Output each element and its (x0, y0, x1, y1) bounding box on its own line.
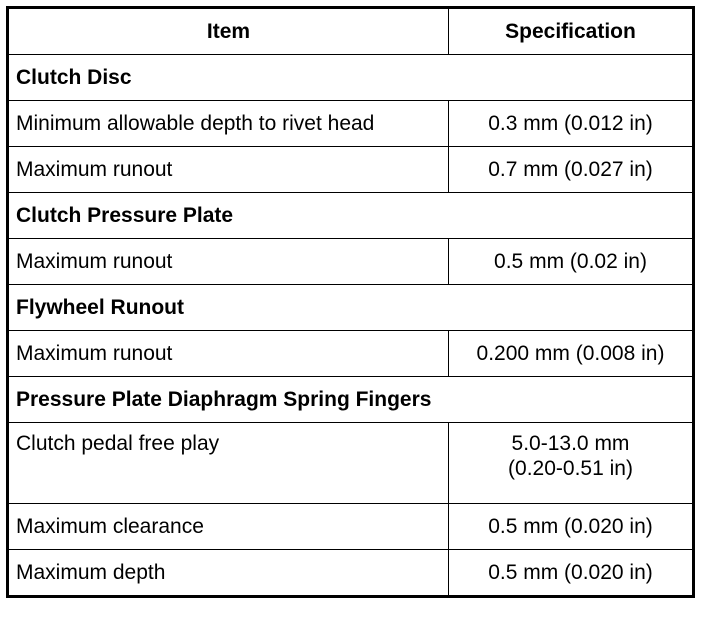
header-specification: Specification (449, 8, 694, 55)
table-row (8, 147, 694, 193)
header-item: Item (8, 8, 449, 55)
table-header-row (8, 8, 694, 55)
row-item: Maximum depth (8, 550, 449, 597)
table-row (8, 239, 694, 285)
section-flywheel-runout (8, 285, 694, 331)
spec-line-1: 5.0-13.0 mm (511, 432, 630, 455)
section-title: Flywheel Runout (8, 285, 694, 331)
table-row (8, 101, 694, 147)
row-spec: 0.5 mm (0.020 in) (449, 550, 694, 597)
row-item: Maximum runout (8, 147, 449, 193)
row-spec: 0.7 mm (0.027 in) (449, 147, 694, 193)
row-item: Clutch pedal free play (8, 423, 449, 504)
row-item: Maximum runout (8, 331, 449, 377)
section-clutch-disc (8, 55, 694, 101)
specification-table (6, 6, 695, 598)
section-clutch-pressure-plate (8, 193, 694, 239)
table-row (8, 550, 694, 597)
row-spec: 0.5 mm (0.020 in) (449, 504, 694, 550)
section-diaphragm-spring-fingers (8, 377, 694, 423)
section-title: Clutch Disc (8, 55, 694, 101)
row-spec: 0.5 mm (0.02 in) (449, 239, 694, 285)
table-row (8, 331, 694, 377)
table-row (8, 504, 694, 550)
spec-line-2: (0.20-0.51 in) (508, 457, 633, 480)
row-spec (449, 423, 694, 504)
table-row (8, 423, 694, 504)
row-item: Maximum runout (8, 239, 449, 285)
row-spec: 0.200 mm (0.008 in) (449, 331, 694, 377)
row-item: Maximum clearance (8, 504, 449, 550)
row-spec: 0.3 mm (0.012 in) (449, 101, 694, 147)
row-item: Minimum allowable depth to rivet head (8, 101, 449, 147)
section-title: Clutch Pressure Plate (8, 193, 694, 239)
section-title: Pressure Plate Diaphragm Spring Fingers (8, 377, 694, 423)
